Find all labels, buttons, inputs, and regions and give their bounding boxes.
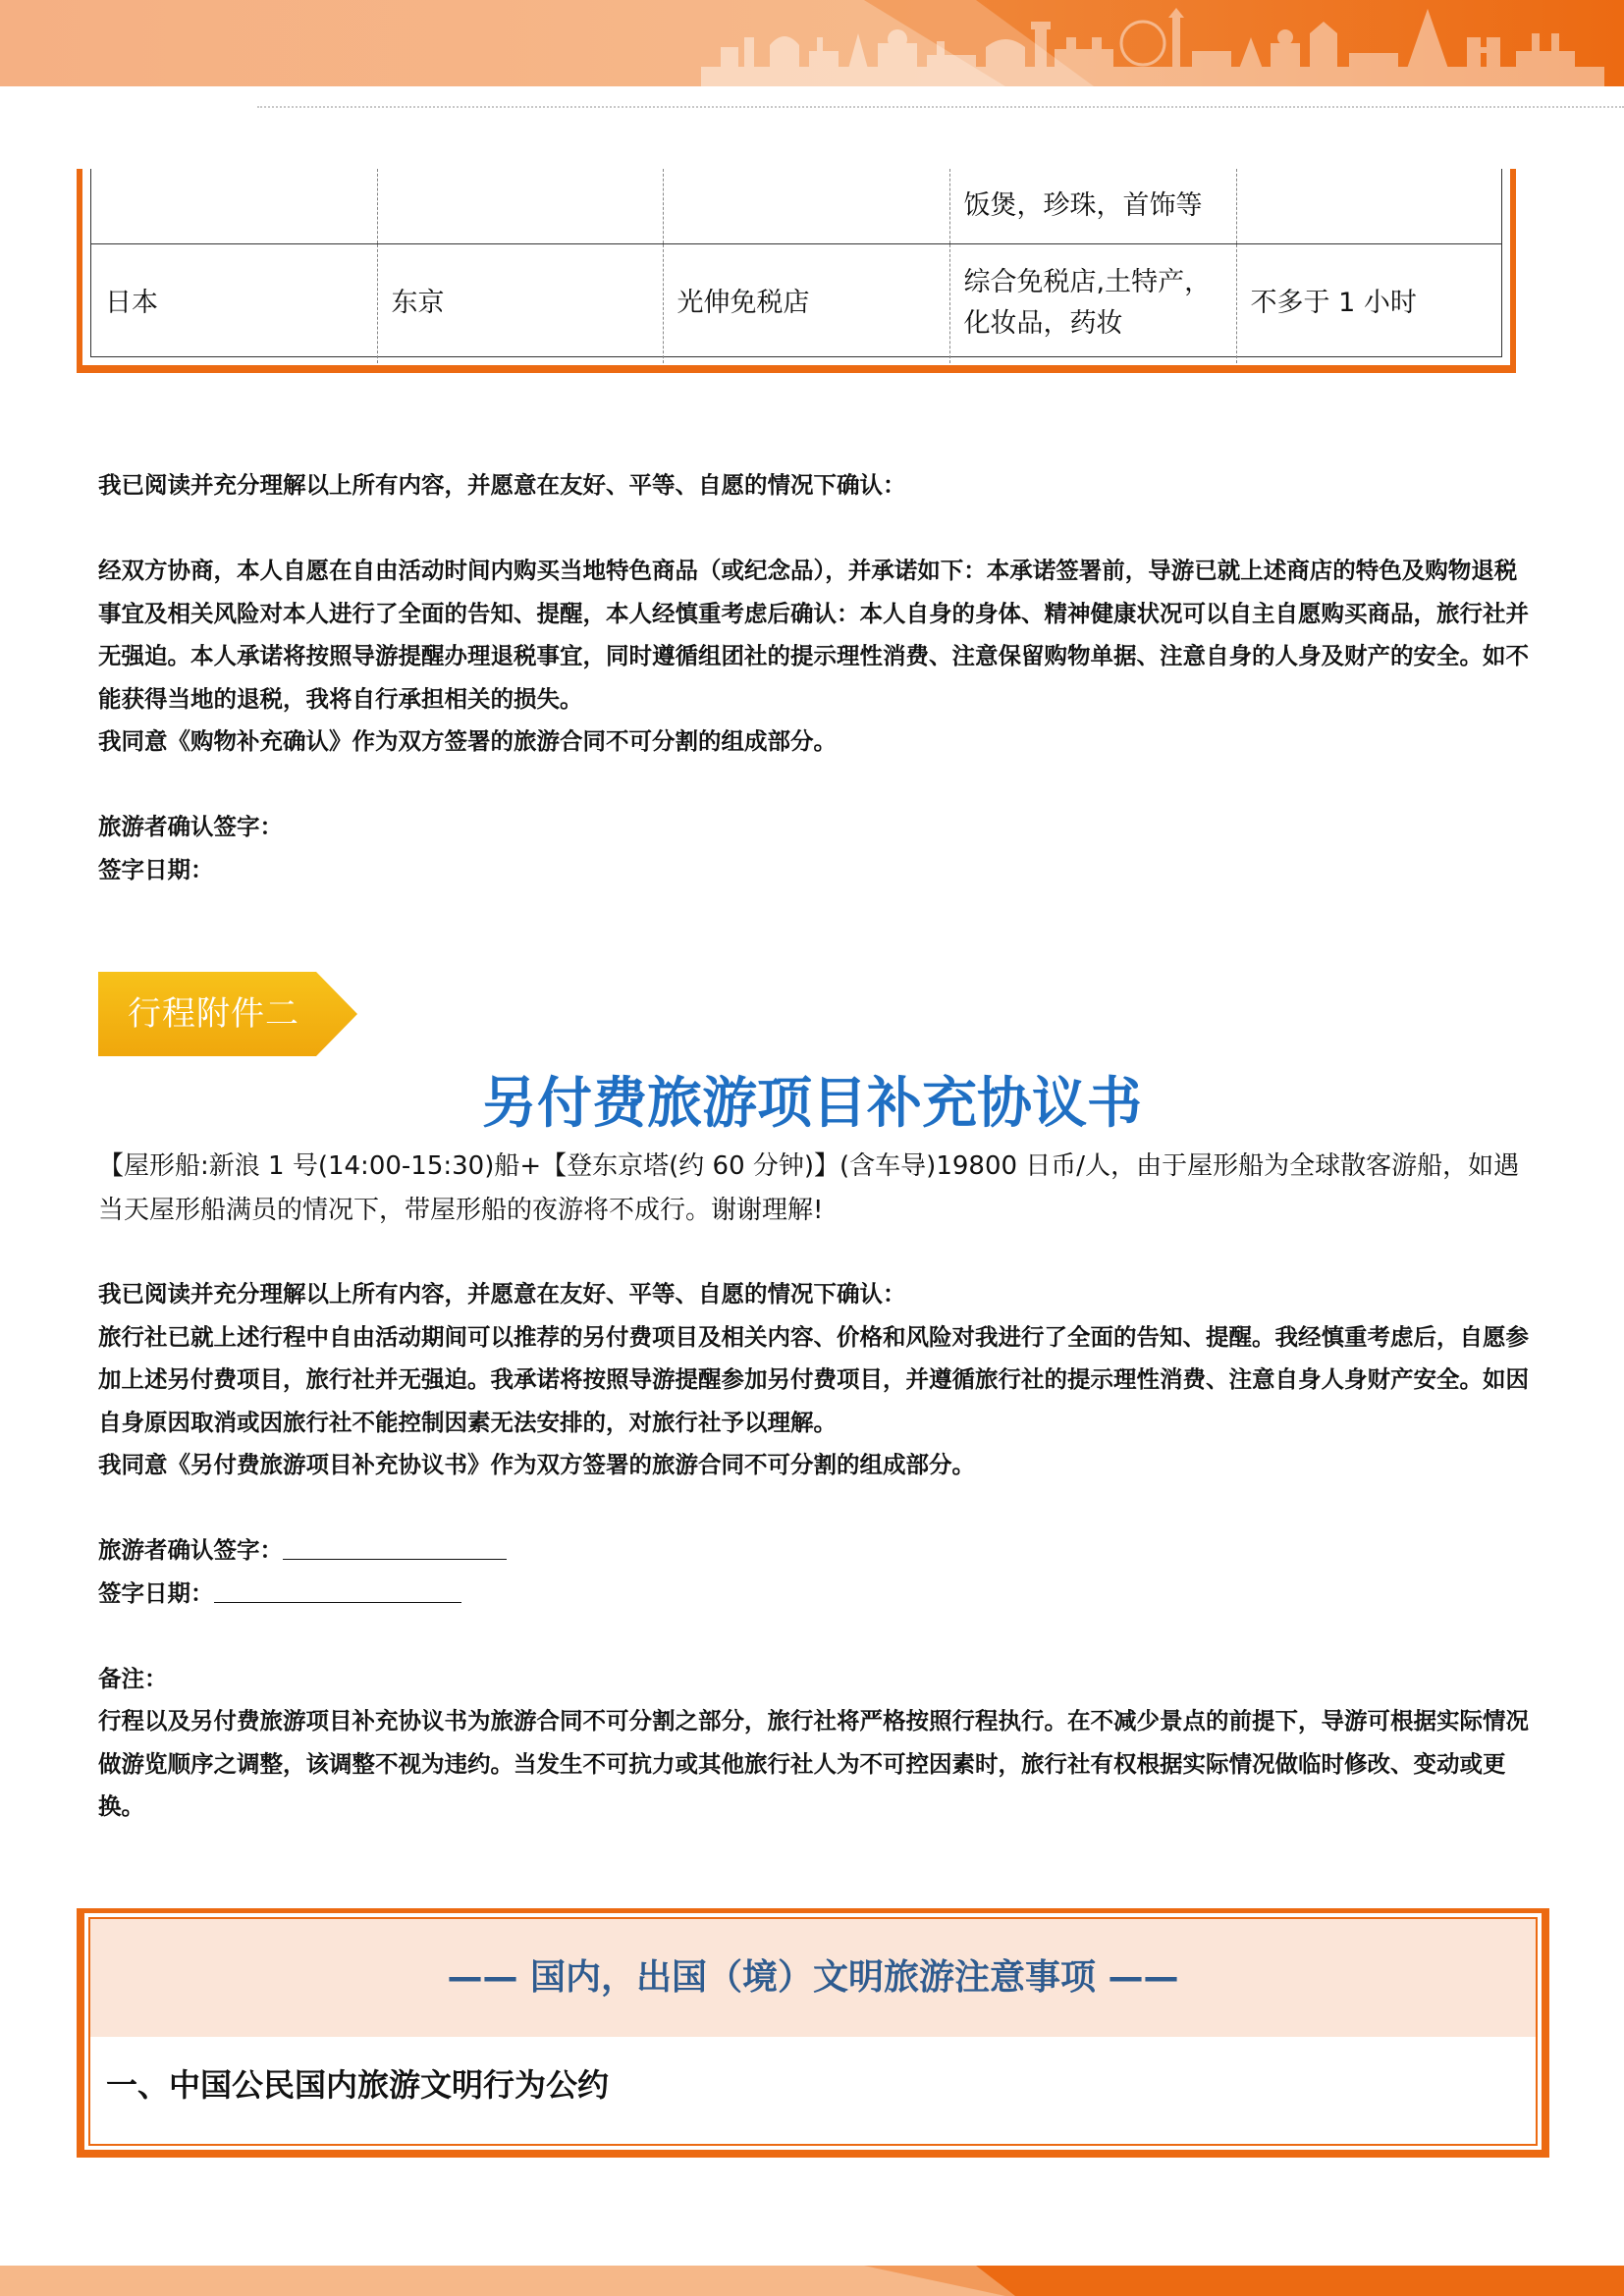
- optional-item-description: [98, 1145, 1532, 1233]
- notice-title: —— 国内，出国（境）文明旅游注意事项 ——: [447, 1957, 1179, 1998]
- optional-tour-confirmation: [98, 1273, 1532, 1829]
- agree-line: 我同意《购物补充确认》作为双方签署的旅游合同不可分割的组成部分。: [98, 727, 837, 755]
- footer-banner: [0, 2266, 1624, 2296]
- table-cell: [663, 169, 949, 243]
- confirm-line: 我已阅读并充分理解以上所有内容，并愿意在友好、平等、自愿的情况下确认：: [98, 1280, 906, 1308]
- commitment-paragraph: 经双方协商，本人自愿在自由活动时间内购买当地特色商品（或纪念品），并承诺如下：本承诺签署前，导游已就上述商店的特色及购物退税事宜及相关风险对本人进行了全面的告知、提醒，本人经慎重考虑后确认：本人自身的身体、精神健康状况可以自主自愿购买商品，旅行社并无强迫。本人承诺将按照导游提醒办理退税事宜，同时遵循组团社的提示理性消费、注意保留购物单据、注意自身的人身及财产的安全。如不能获得当地的退税，我将自行承担相关的损失。: [98, 557, 1529, 713]
- table-cell: [377, 169, 663, 243]
- city-skyline-graphic: [701, 8, 1604, 86]
- shopping-table: [91, 169, 1501, 363]
- date-label: 签字日期：: [98, 855, 214, 883]
- remarks-label: 备注：: [98, 1664, 168, 1692]
- table-cell: 综合免税店,土特产，化妆品，药妆: [949, 243, 1236, 363]
- agreement-title: 另付费旅游项目补充协议书: [482, 1072, 1142, 1136]
- table-row: [91, 169, 1501, 243]
- header-banner: [0, 0, 1624, 86]
- attachment-tag-label: 行程附件二: [128, 994, 299, 1034]
- notice-header: [90, 1919, 1536, 2037]
- header-divider: [257, 106, 1624, 108]
- item-text: 【屋形船:新浪 1 号(14:00-15:30)船+【登东京塔(约 60 分钟)】(含车导)19800 日币/人，由于屋形船为全球散客游船，如遇当天屋形船满员的情况下，带屋形船的夜游将不成行。谢谢理解!: [98, 1151, 1520, 1225]
- notice-subtitle: 一、中国公民国内旅游文明行为公约: [106, 2066, 610, 2104]
- signature-label: 旅游者确认签字：: [98, 813, 283, 840]
- shopping-confirmation: [98, 464, 1532, 891]
- civilized-travel-notice: [77, 1908, 1549, 2158]
- remarks-text: 行程以及另付费旅游项目补充协议书为旅游合同不可分割之部分，旅行社将严格按照行程执行。在不减少景点的前提下，导游可根据实际情况做游览顺序之调整，该调整不视为违约。当发生不可抗力或其他旅行社人为不可控因素时，旅行社有权根据实际情况做临时修改、变动或更换。: [98, 1707, 1529, 1820]
- table-cell: 东京: [377, 243, 663, 363]
- table-cell: 日本: [91, 243, 377, 363]
- commitment-paragraph: 旅行社已就上述行程中自由活动期间可以推荐的另付费项目及相关内容、价格和风险对我进行了全面的告知、提醒。我经慎重考虑后，自愿参加上述另付费项目，旅行社并无强迫。我承诺将按照导游提醒参加另付费项目，并遵循旅行社的提示理性消费、注意自身人身财产安全。如因自身原因取消或因旅行社不能控制因素无法安排的，对旅行社予以理解。: [98, 1322, 1529, 1436]
- table-cell: [1236, 169, 1501, 243]
- table-cell: 光伸免税店: [663, 243, 949, 363]
- table-cell: 不多于 1 小时: [1250, 288, 1417, 319]
- table-row: [91, 243, 1501, 363]
- date-field[interactable]: [214, 1578, 461, 1603]
- shopping-table-frame: [77, 169, 1516, 373]
- signature-label: 旅游者确认签字：: [98, 1536, 283, 1564]
- table-cell: 饭煲，珍珠，首饰等: [949, 169, 1236, 243]
- table-cell: [91, 169, 377, 243]
- signature-field[interactable]: [283, 1535, 507, 1560]
- date-label: 签字日期：: [98, 1578, 214, 1607]
- attachment-tag: [98, 972, 357, 1056]
- agree-line: 我同意《另付费旅游项目补充协议书》作为双方签署的旅游合同不可分割的组成部分。: [98, 1451, 975, 1478]
- confirm-line: 我已阅读并充分理解以上所有内容，并愿意在友好、平等、自愿的情况下确认：: [98, 471, 906, 499]
